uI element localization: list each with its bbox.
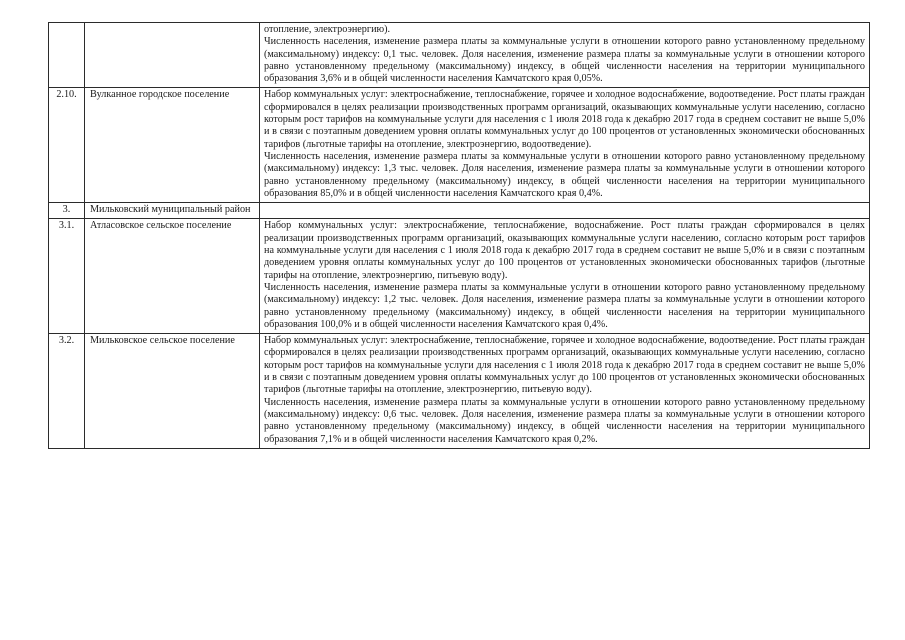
- row-number: 3.2.: [49, 334, 85, 449]
- description-cell: [260, 23, 870, 88]
- row-number: 2.10.: [49, 88, 85, 203]
- description-cell: [260, 203, 870, 219]
- description-cell: [260, 334, 870, 449]
- municipality-name: Атласовское сельское поселение: [85, 219, 260, 334]
- description-cell: [260, 88, 870, 203]
- table-row: [49, 334, 870, 449]
- table-row: [49, 88, 870, 203]
- description-paragraph: Набор коммунальных услуг: электроснабжение, теплоснабжение, водоснабжение. Рост платы граждан сформировался в целях реализации производственных программ организаций, оказывающих коммунальные услуги населению, согласно которым рост тарифов на коммунальные услуги для населения с 1 июля 2018 года к декабрю 2017 года в среднем составит не выше 5,0% и в связи с поэтапным доведением уровня оплаты коммунальных услуг до 100 процентов от установленных экономически обоснованных тарифов (льготные тарифы на отопление, электроэнергию, питьевую воду).: [264, 220, 865, 281]
- municipality-name: Мильковский муниципальный район: [85, 203, 260, 219]
- tariff-table: [48, 22, 870, 449]
- table-row: [49, 23, 870, 88]
- description-paragraph: отопление, электроэнергию).: [264, 24, 391, 35]
- description-cell: [260, 219, 870, 334]
- municipality-name: [85, 23, 260, 88]
- description-paragraph: Численность населения, изменение размера платы за коммунальные услуги в отношении которого равно установленному предельному (максимальному) индексу: 0,1 тыс. человек. Доля населения, изменение размера платы за коммунальные услуги в отношении которого равно установленному предельному (максимальному) индексу, в общей численности населения на территории муниципального образования 3,6% и в общей численности населения Камчатского края 0,05%.: [264, 36, 865, 85]
- table-row: [49, 219, 870, 334]
- table-row: [49, 203, 870, 219]
- description-paragraph: Набор коммунальных услуг: электроснабжение, теплоснабжение, горячее и холодное водоснабжение, водоотведение. Рост платы граждан сформировался в целях реализации производственных программ организаций, оказывающих коммунальные услуги населению, согласно которым рост тарифов на коммунальные услуги для населения с 1 июля 2018 года к декабрю 2017 года в среднем составит не выше 5,0% и в связи с поэтапным доведением уровня оплаты коммунальных услуг до 100 процентов от установленных экономически обоснованных тарифов (льготные тарифы на отопление, электроэнергию, водоотведение).: [264, 89, 865, 150]
- municipality-name: Вулканное городское поселение: [85, 88, 260, 203]
- description-paragraph: Численность населения, изменение размера платы за коммунальные услуги в отношении которого равно установленному предельному (максимальному) индексу: 1,2 тыс. человек. Доля населения, изменение размера платы за коммунальные услуги в отношении которого равно установленному предельному (максимальному) индексу, в общей численности населения на территории муниципального образования 100,0% и в общей численности населения Камчатского края 0,4%.: [264, 281, 865, 330]
- municipality-name: Мильковское сельское поселение: [85, 334, 260, 449]
- description-paragraph: Численность населения, изменение размера платы за коммунальные услуги в отношении которого равно установленному предельному (максимальному) индексу: 1,3 тыс. человек. Доля населения, изменение размера платы за коммунальные услуги в отношении которого равно установленному предельному (максимальному) индексу, в общей численности населения на территории муниципального образования 85,0% и в общей численности населения Камчатского края 0,4%.: [264, 150, 865, 199]
- description-paragraph: Набор коммунальных услуг: электроснабжение, теплоснабжение, горячее и холодное водоснабжение, водоотведение. Рост платы граждан сформировался в целях реализации производственных программ организаций, оказывающих коммунальные услуги населению, согласно которым рост тарифов на коммунальные услуги для населения с 1 июля 2018 года к декабрю 2017 года в среднем составит не выше 5,0% и в связи с поэтапным доведением уровня оплаты коммунальных услуг до 100 процентов от установленных экономически обоснованных тарифов (льготные тарифы на отопление, электроэнергию, питьевую воду).: [264, 335, 865, 396]
- document-page: [48, 22, 869, 449]
- row-number: 3.1.: [49, 219, 85, 334]
- row-number: 3.: [49, 203, 85, 219]
- row-number: [49, 23, 85, 88]
- description-paragraph: Численность населения, изменение размера платы за коммунальные услуги в отношении которого равно установленному предельному (максимальному) индексу: 0,6 тыс. человек. Доля населения, изменение размера платы за коммунальные услуги в отношении которого равно установленному предельному (максимальному) индексу, в общей численности населения на территории муниципального образования 7,1% и в общей численности населения Камчатского края 0,2%.: [264, 396, 865, 445]
